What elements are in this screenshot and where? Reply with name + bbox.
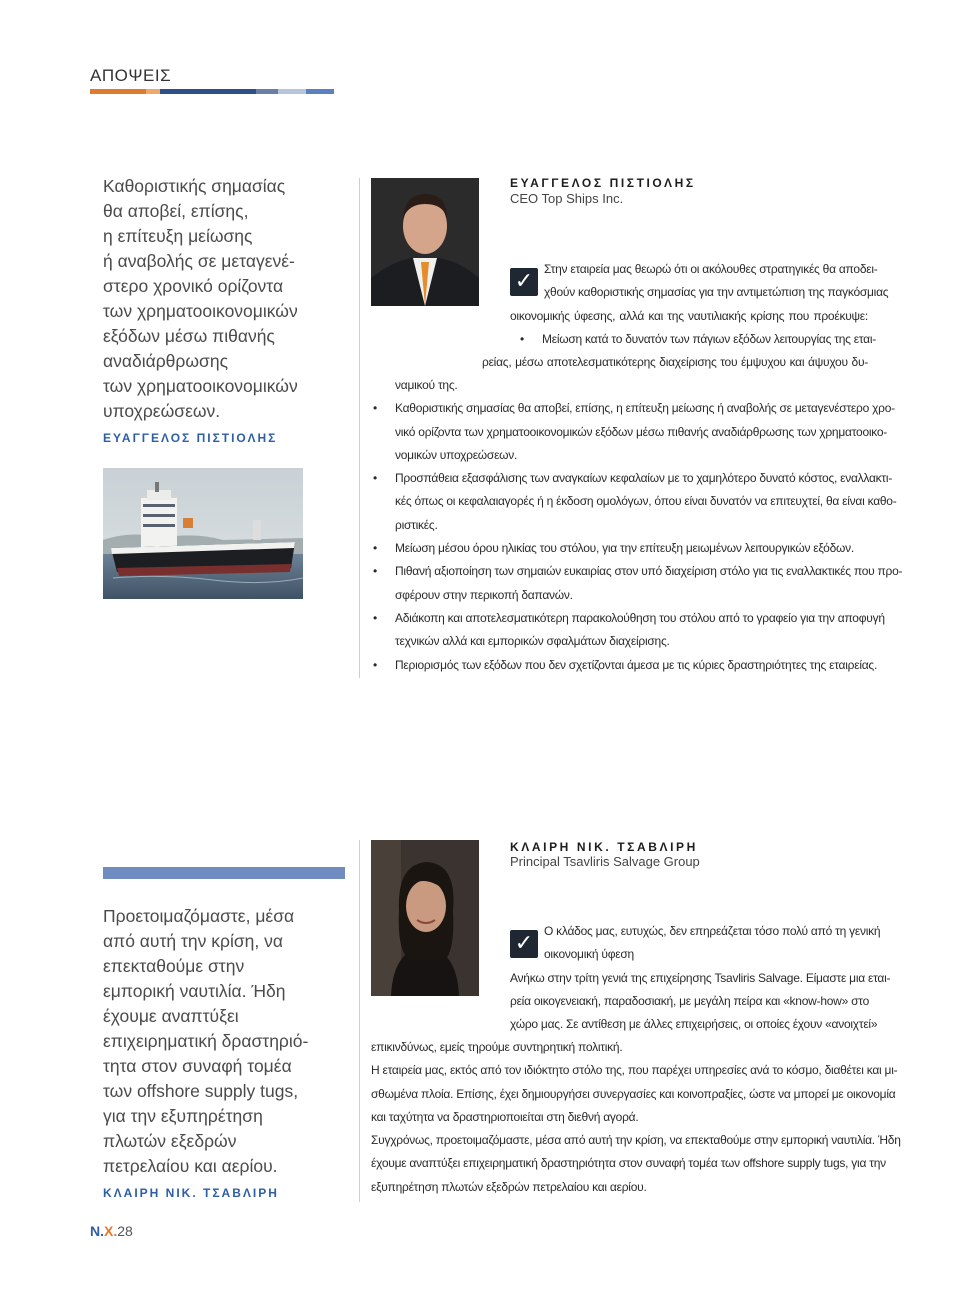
pull-quote-line: ή αναβολής σε μεταγενέ- bbox=[103, 251, 295, 271]
article-body-tsavliri bbox=[371, 1036, 901, 1199]
bullet-line bbox=[373, 397, 895, 420]
decorative-blue-strip bbox=[103, 867, 345, 879]
body-line: κές όπως οι κεφαλαιαγορές ή η έκδοση ομολόγων, όπου είναι δυνατόν να επιτευχτεί, θα είναι καθο- bbox=[395, 494, 897, 509]
body-line: σφέρουν στην περικοπή δαπανών. bbox=[395, 587, 573, 602]
page-prefix-n: Ν. bbox=[90, 1223, 104, 1239]
bullet-text: Πιθανή αξιοποίηση των σημαιών ευκαιρίας στον υπό διαχείριση στόλο για τις εναλλακτικές που προ- bbox=[395, 564, 903, 579]
color-bar-segment bbox=[256, 89, 278, 94]
body-line: επικινδύνως, εμείς τηρούμε συντηρητική πολιτική. bbox=[371, 1040, 623, 1054]
pull-quote-line: από αυτή την κρίση, να bbox=[103, 931, 283, 951]
pull-quote-author: ΕΥΑΓΓΕΛΟΣ ΠΙΣΤΙΟΛΗΣ bbox=[103, 431, 278, 445]
body-line: ρεία οικογενειακή, παραδοσιακή, με μεγάλη πείρα και «know-how» στο bbox=[510, 993, 869, 1008]
pull-quote-line: των offshore supply tugs, bbox=[103, 1081, 299, 1101]
bullet-icon: • bbox=[520, 331, 524, 346]
body-line: ρείας, μέσω αποτελεσματικότερης διαχείρισης του έμψυχου και άψυχου δυ- bbox=[482, 355, 868, 370]
pull-quote-line: Προετοιμαζόμαστε, μέσα bbox=[103, 906, 295, 926]
body-line: χθούν καθοριστικής σημασίας για την αντιμετώπιση της παγκόσμιας bbox=[544, 285, 889, 300]
body-line: εξυπηρέτηση πλωτών εξεδρών πετρελαίου και αερίου. bbox=[371, 1179, 647, 1194]
pull-quote-line: εμπορική ναυτιλία. Ήδη bbox=[103, 981, 286, 1001]
body-line: και ταχύτητα να δραστηριοποιείται στη διεθνή αγορά. bbox=[371, 1109, 639, 1124]
bullet-list-pistiolis bbox=[373, 374, 903, 677]
body-line: οικονομική ύφεση bbox=[544, 947, 634, 962]
pull-quote-line: τητα στον συναφή τομέα bbox=[103, 1056, 292, 1076]
pull-quote-line: των χρηματοοικονομικών bbox=[103, 301, 298, 321]
bullet-icon: • bbox=[373, 471, 377, 486]
page-number-value: 28 bbox=[117, 1223, 133, 1239]
bullet-line bbox=[373, 654, 878, 677]
pull-quote-line: θα αποβεί, επίσης, bbox=[103, 201, 249, 221]
pull-quote-author: ΚΛΑΙΡΗ ΝΙΚ. ΤΣΑΒΛΙΡΗ bbox=[103, 1186, 279, 1200]
page-prefix-x: Χ. bbox=[104, 1223, 118, 1239]
bullet-text: Αδιάκοπη και αποτελεσματικότερη παρακολούθηση του στόλου από το γραφείο για την αποφυγή bbox=[395, 610, 885, 625]
body-line: Ανήκω στην τρίτη γενιά της επιχείρησης Tsavliris Salvage. Είμαστε μια εται- bbox=[510, 970, 891, 985]
color-bar-segment bbox=[90, 89, 146, 94]
portrait-illustration bbox=[371, 840, 479, 996]
body-line: χώρο μας. Σε αντίθεση με άλλες επιχειρήσεις, οι οποίες έχουν «ανοιχτεί» bbox=[510, 1017, 878, 1032]
column-divider bbox=[359, 178, 360, 678]
bullet-icon: • bbox=[373, 610, 377, 625]
pull-quote-line: επεκταθούμε στην bbox=[103, 956, 245, 976]
pull-quote-line: πλωτών εξεδρών bbox=[103, 1131, 237, 1151]
bullet-line bbox=[373, 560, 903, 583]
person-name: ΕΥΑΓΓΕΛΟΣ ΠΙΣΤΙΟΛΗΣ bbox=[510, 176, 696, 190]
article-intro-pistiolis bbox=[482, 258, 889, 374]
body-line: Η εταιρεία μας, εκτός από τον ιδιόκτητο στόλο της, που παρέχει υπηρεσίες ανά το κόσμο, διαθέτει και μι- bbox=[371, 1063, 898, 1078]
ship-illustration bbox=[103, 468, 303, 599]
person-name: ΚΛΑΙΡΗ ΝΙΚ. ΤΣΑΒΛΙΡΗ bbox=[510, 840, 698, 854]
pull-quote-line: για την εξυπηρέτηση bbox=[103, 1106, 263, 1126]
bullet-text: Καθοριστικής σημασίας θα αποβεί, επίσης, η επίτευξη μείωσης ή αναβολής σε μεταγενέστερο χρο- bbox=[395, 401, 895, 416]
body-line: νομικών υποχρεώσεων. bbox=[395, 447, 518, 462]
tanker-ship-photo bbox=[103, 468, 303, 599]
body-line: Συγχρόνως, προετοιμαζόμαστε, μέσα από αυτή την κρίση, να επεκταθούμε στην εμπορική ναυτιλία. Ήδη bbox=[371, 1133, 901, 1148]
body-line: τεχνικών αλλά και εμπορικών σφαλμάτων διαχείρισης. bbox=[395, 634, 670, 649]
portrait-illustration bbox=[371, 178, 479, 306]
portrait-pistiolis bbox=[371, 178, 479, 306]
pull-quote-pistiolis bbox=[103, 174, 343, 424]
bullet-line bbox=[373, 537, 868, 560]
body-line: Ο κλάδος μας, ευτυχώς, δεν επηρεάζεται τόσο πολύ από τη γενική bbox=[544, 924, 881, 938]
person-role: CEO Top Ships Inc. bbox=[510, 191, 624, 206]
pull-quote-line: εξόδων μέσω πιθανής bbox=[103, 326, 275, 346]
pull-quote-line: των χρηματοοικονομικών bbox=[103, 376, 298, 396]
pull-quote-line: επιχειρηματική δραστηριό- bbox=[103, 1031, 309, 1051]
checkmark-icon: ✓ bbox=[510, 930, 538, 958]
bullet-text: Περιορισμός των εξόδων που δεν σχετίζονται άμεσα με τις κύριες δραστηριότητες της εταιρείας. bbox=[395, 657, 878, 672]
section-color-bar bbox=[90, 89, 334, 94]
body-line: έχουμε αναπτύξει επιχειρηματική δραστηριότητα στον συναφή τομέα των offshore supply tugs, για την bbox=[371, 1156, 886, 1171]
pull-quote-line: η επίτευξη μείωσης bbox=[103, 226, 253, 246]
page-number bbox=[90, 1223, 133, 1239]
body-line: ναμικού της. bbox=[395, 378, 458, 392]
body-line: ριστικές. bbox=[395, 517, 438, 532]
color-bar-segment bbox=[160, 89, 256, 94]
bullet-icon: • bbox=[373, 401, 377, 416]
column-divider bbox=[359, 840, 360, 1202]
pull-quote-line: Καθοριστικής σημασίας bbox=[103, 176, 286, 196]
bullet-line bbox=[373, 607, 885, 630]
color-bar-segment bbox=[306, 89, 334, 94]
bullet-icon: • bbox=[373, 541, 377, 556]
color-bar-segment bbox=[278, 89, 306, 94]
body-line: σθωμένα πλοία. Επίσης, έχει δημιουργήσει συνεργασίες και κοινοπραξίες, ώστε να μπορεί με οικονομία bbox=[371, 1086, 896, 1101]
pull-quote-line: αναδιάρθρωσης bbox=[103, 351, 229, 371]
pull-quote-tsavliri bbox=[103, 904, 343, 1179]
bullet-text: Μείωση μέσου όρου ηλικίας του στόλου, για την επίτευξη μειωμένων λειτουργικών εξόδων. bbox=[395, 541, 854, 556]
bullet-line bbox=[520, 328, 876, 351]
bullet-icon: • bbox=[373, 564, 377, 579]
portrait-tsavliri bbox=[371, 840, 479, 996]
pull-quote-line: πετρελαίου και αερίου. bbox=[103, 1156, 278, 1176]
checkmark-icon: ✓ bbox=[510, 268, 538, 296]
pull-quote-line: στερο χρονικό ορίζοντα bbox=[103, 276, 284, 296]
pull-quote-line: έχουμε αναπτύξει bbox=[103, 1006, 239, 1026]
section-title: ΑΠΟΨΕΙΣ bbox=[90, 66, 172, 85]
body-line: οικονομικής ύφεσης, αλλά και της ναυτιλιακής κρίσης που προέκυψε: bbox=[510, 308, 868, 323]
bullet-line bbox=[373, 467, 893, 490]
color-bar-segment bbox=[146, 89, 160, 94]
person-role: Principal Tsavliris Salvage Group bbox=[510, 854, 700, 869]
bullet-icon: • bbox=[373, 657, 377, 672]
article-intro-tsavliri bbox=[510, 920, 891, 1036]
body-line: Στην εταιρεία μας θεωρώ ότι οι ακόλουθες στρατηγικές θα αποδει- bbox=[544, 262, 878, 276]
bullet-text: Προσπάθεια εξασφάλισης των αναγκαίων κεφαλαίων με το χαμηλότερο δυνατό κόστος, εναλλακτι- bbox=[395, 471, 893, 486]
pull-quote-line: υποχρεώσεων. bbox=[103, 401, 221, 421]
body-line: νικό ορίζοντα των χρηματοοικονομικών εξόδων μέσω πιθανής αναδιάρθρωσης των χρηματοοικο- bbox=[395, 424, 888, 439]
bullet-text: Μείωση κατά το δυνατόν των πάγιων εξόδων λειτουργίας της εται- bbox=[542, 331, 876, 346]
